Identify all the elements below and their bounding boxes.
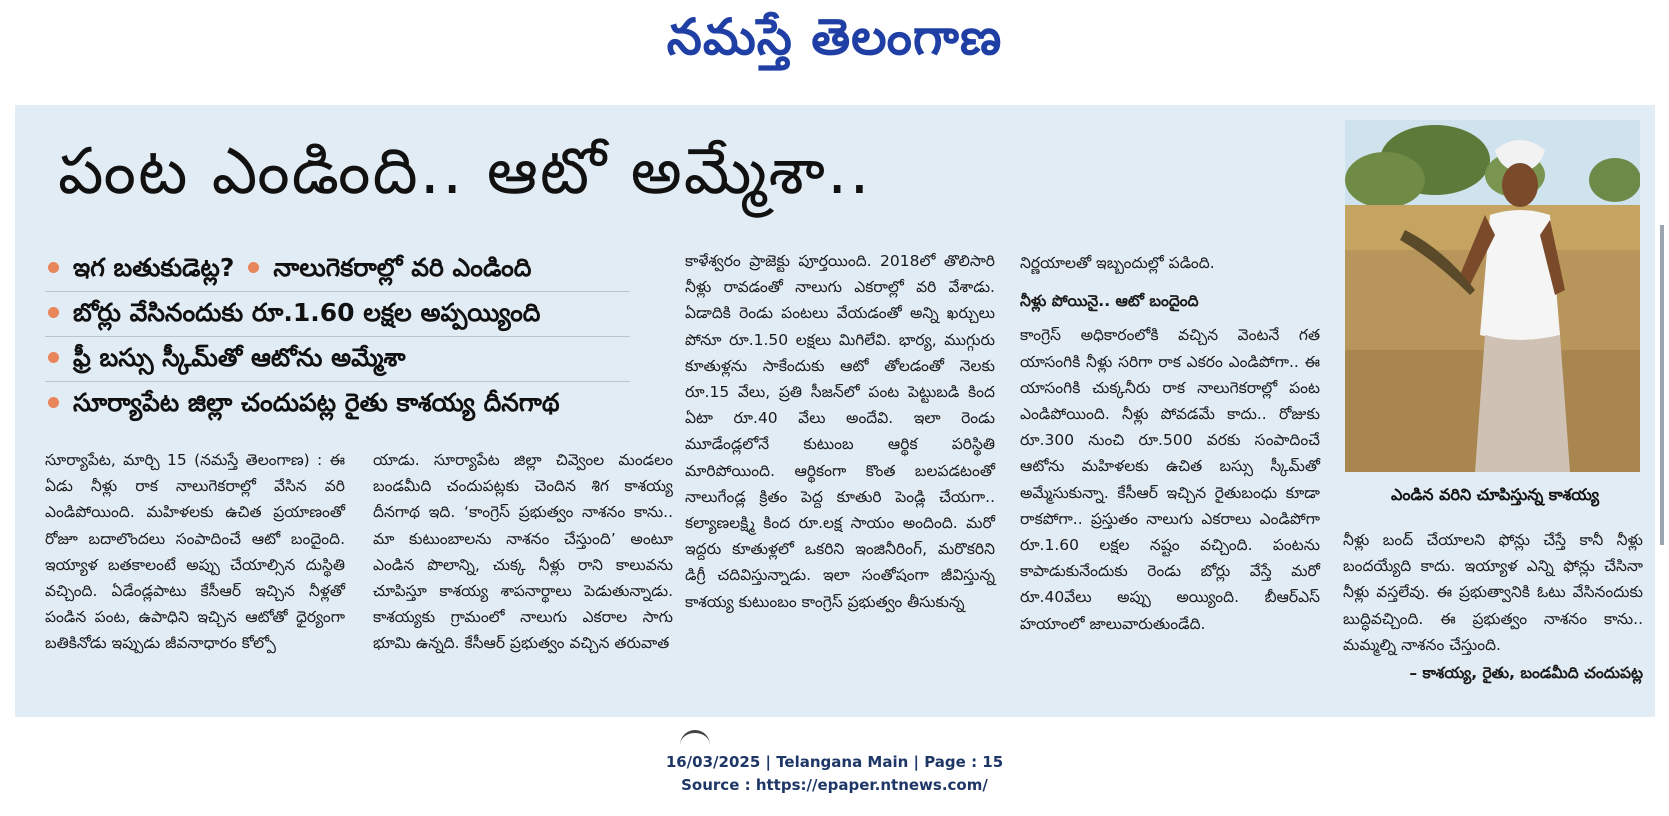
article-column-2 <box>373 447 673 657</box>
column-text: యాడు. సూర్యాపేట జిల్లా చివ్వెంల మండలం బండమీది చందుపట్లకు చెందిన శిగ కాశయ్య దీనగాథ ఇది. ‘కాంగ్రెస్ ప్రభుత్వం నాశనం కాను.. మా కుటుంబాలను నాశనం చేస్తుంది’ అంటూ ఎండిన పొలాన్ని, చుక్క నీళ్లు రాని కాలువను చూపిస్తూ కాశయ్య శాపనార్థాలు పెడుతున్నాడు. కాశయ్యకు గ్రామంలో నాలుగు ఎకరాల సాగు భూమి ఉన్నది. కేసీఆర్ ప్రభుత్వం వచ్చిన తరువాత <box>373 451 673 653</box>
bullet-dot-icon <box>48 352 59 363</box>
quote-text: నీళ్లు బంద్ చేయాలని ఫోన్లు చేస్తే కానీ నీళ్లు బందయ్యేది కాదు. ఇయ్యాళ ఎన్ని ఫోన్లు చేసినా నీళ్లు వస్తలేవు. ఈ ప్రభుత్వానికి ఓటు వేసినందుకు బుద్ధివచ్చింది. ఈ ప్రభుత్వం నాశనం కాను.. మమ్మల్ని నాశనం చేస్తుంది. <box>1343 531 1643 654</box>
bullet-text: సూర్యాపేట జిల్లా చందుపట్ల రైతు కాశయ్య దీనగాథ <box>73 388 560 417</box>
bullet-item <box>45 382 630 426</box>
article-headline: పంట ఎండింది.. ఆటో అమ్మేశా.. <box>58 135 872 209</box>
quote-attribution: – కాశయ్య, రైతు, బండమీది చందుపట్ల <box>1409 664 1643 683</box>
bullet-dot-icon <box>248 262 259 273</box>
photo-caption: ఎండిన వరిని చూపిస్తున్న కాశయ్య <box>1390 485 1600 504</box>
article-column-1 <box>45 447 345 657</box>
bullet-text: నాలుగెకరాల్లో వరి ఎండింది <box>273 253 532 282</box>
column-text: కాంగ్రెస్ అధికారంలోకి వచ్చిన వెంటనే గత యాసంగికి నీళ్లు సరిగా రాక ఎకరం ఎండిపోగా.. ఈ యాసంగికి చుక్కనీరు రాక నాలుగెకరాల్లో పంట ఎండిపోయింది. నీళ్లు పోవడమే కాదు.. రోజుకు రూ.300 నుంచి రూ.500 వరకు సంపాదించే ఆటోను మహిళలకు ఉచిత బస్సు స్కీమ్‌తో అమ్మేసుకున్నా. కేసీఆర్ ఇచ్చిన రైతుబంధు కూడా రాకపోగా.. ప్రస్తుతం నాలుగు ఎకరాలు ఎండిపోగా రూ.1.60 లక్షల నష్టం వచ్చింది. పంటను కాపాడుకునేందుకు రెండు బోర్లు వేస్తే మరో రూ.40వేలు అప్పు అయ్యింది. బీఆర్ఎస్ హయాంలో జాలువారుతుండేది. <box>1020 326 1320 633</box>
column-text: నిర్ణయాలతో ఇబ్బందుల్లో పడింది. <box>1020 254 1215 272</box>
bullet-item <box>45 247 630 292</box>
column-text: కాళేశ్వరం ప్రాజెక్టు పూర్తయింది. 2018లో తొలిసారి నీళ్లు రావడంతో నాలుగు ఎకరాల్లో వరి వేశాడు. ఏడాదికి రెండు పంటలు వేయడంతో అన్ని ఖర్చులు పోనూ రూ.1.50 లక్షలు మిగిలేవి. భార్య, ముగ్గురు కూతుళ్లను సాకేందుకు ఆటో తోలడంతో నెలకు రూ.15 వేలు, ప్రతి సీజన్‌లో పంట పెట్టుబడి కింద ఏటా రూ.40 వేలు అందేవి. ఇలా రెండు మూడేండ్లలోనే కుటుంబ ఆర్థిక పరిస్థితి మారిపోయింది. ఆర్థికంగా కొంత బలపడటంతో నాలుగేండ్ల క్రితం పెద్ద కూతురి పెండ్లి చేయగా.. కల్యాణలక్ష్మి కింద రూ.లక్ష సాయం అందింది. మరో ఇద్దరు కూతుళ్లలో ఒకరిని ఇంజినీరింగ్, మరొకరిని డిగ్రీ చదివిస్తున్నాడు. ఇలా సంతోషంగా జీవిస్తున్న కాశయ్య కుటుంబం కాంగ్రెస్ ప్రభుత్వం తీసుకున్న <box>685 252 995 611</box>
bullet-dot-icon <box>48 397 59 408</box>
highlight-bullets <box>45 247 630 426</box>
column-text: సూర్యాపేట, మార్చి 15 (నమస్తే తెలంగాణ) : ఈ ఏడు నీళ్లు రాక నాలుగెకరాల్లో వేసిన వరి ఎండిపోయింది. మహిళలకు ఉచిత ప్రయాణంతో రోజూ బదాలొందలు సంపాదించే ఆటో బందైంది. ఇయ్యాళ బతకాలంటే అప్పు చేయాల్సిన దుస్థితి వచ్చింది. ఏడేండ్లపాటు కేసీఆర్ ఇచ్చిన నీళ్లతో పండిన పంట, ఉపాధిని ఇచ్చిన ఆటోతో ధైర్యంగా బతికినోడు ఇప్పుడు జీవనాధారం కోల్పో <box>45 451 345 653</box>
page-curl-mark <box>680 730 710 745</box>
bullet-text: ఫ్రీ బస్సు స్కీమ్‌తో ఆటోను అమ్మేశా <box>73 343 406 372</box>
bullet-text: బోర్లు వేసినందుకు రూ.1.60 లక్షల అప్పయ్యింది <box>73 298 541 327</box>
bullet-dot-icon <box>48 307 59 318</box>
footer-source: Source : https://epaper.ntnews.com/ <box>681 776 988 794</box>
scrollbar[interactable] <box>1660 225 1664 545</box>
newspaper-masthead: నమస్తే తెలంగాణ <box>666 8 1003 66</box>
bullet-text: ఇగ బతుకుడెట్ల? <box>73 253 235 282</box>
bullet-item <box>45 337 630 382</box>
bullet-item <box>45 292 630 337</box>
article-column-4 <box>1020 250 1320 637</box>
article-column-3 <box>685 248 995 615</box>
farmer-photo <box>1345 120 1640 472</box>
footer-edition-info: 16/03/2025 | Telangana Main | Page : 15 <box>665 753 1004 771</box>
article-subheading: నీళ్లు పోయినై.. ఆటో బందైంది <box>1020 292 1199 311</box>
farmer-photo-illustration <box>1345 120 1640 472</box>
farmer-quote <box>1343 527 1643 686</box>
bullet-dot-icon <box>48 262 59 273</box>
